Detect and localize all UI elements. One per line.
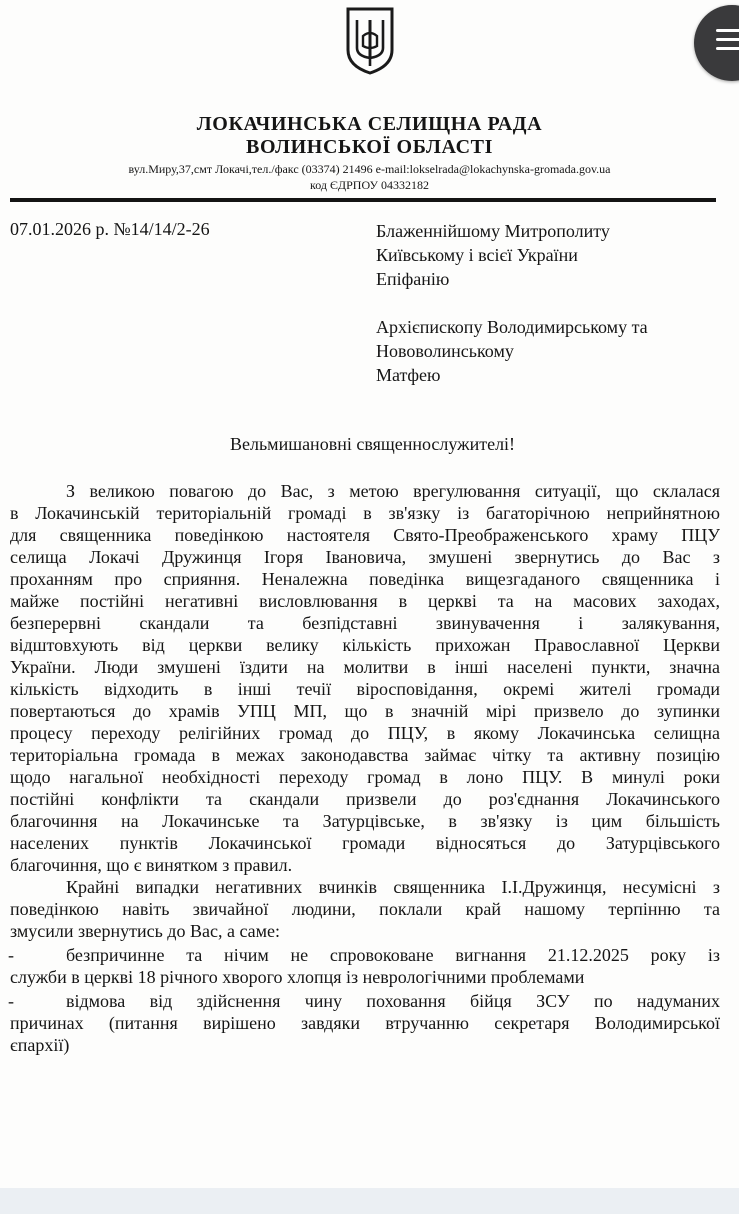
trident-icon xyxy=(344,6,396,76)
document-ref: 07.01.2026 р. №14/14/2-26 xyxy=(10,219,210,239)
salutation: Вельмишановні священнослужителі! xyxy=(230,434,516,454)
org-contacts: вул.Миру,37,смт Локачі,тел./факс (03374) 21496 e-mail:lokselrada@lokachynska-gromada.gov.ua xyxy=(128,162,611,176)
bottom-bar xyxy=(0,1188,739,1214)
org-edrpou: код ЄДРПОУ 04332182 xyxy=(310,178,429,192)
org-title-line2: ВОЛИНСЬКОЇ ОБЛАСТІ xyxy=(246,136,493,158)
header-divider xyxy=(10,198,716,202)
org-title-line1: ЛОКАЧИНСЬКА СЕЛИЩНА РАДА xyxy=(196,113,543,135)
menu-button[interactable] xyxy=(694,5,739,81)
scanned-letter-page: ЛОКАЧИНСЬКА СЕЛИЩНА РАДА ВОЛИНСЬКОЇ ОБЛАСТІ вул.Миру,37,смт Локачі,тел./факс (03374) 21496 e-mail:lokselrada@lokachynska-gromada.gov.ua код ЄДРПОУ 04332182 07.01.2026 р. №14/14/2-26 Блаженнійшому Митрополиту Київському і всієї України Епіфанію Архієпископу Володимирському та Нововолинському Матфею Вельмишановні священнослужителі! З великою повагою до Вас, з метою врегулювання ситуації, що склалася в Локачинській територіальній громаді в зв'язку із багаторічною неприйнятною для священника поведінкою настоятеля Свято-Преображенського храму ПЦУ селища Локачі Дружинця Ігоря Івановича, змушені звернутись до Вас з проханням про сприяння. Неналежна поведінка вищезгаданого священника і майже постійні негативні висловлювання в церкві та на масових заходах, безперервні скандали та безпідставні звинувачення і залякування, відштовхують від церкви велику кількість прихожан Православної Церкви України. Люди змушені їздити на молитви в інші населені пункти, значна кількість відходить в інші течії віросповідання, окремі жителі громади повертаються до храмів УПЦ МП, що в значній мірі призвело до зупинки процесу переходу релігійних громад до ПЦУ, в якому Локачинська селищна територіальна громада в межах законодавства займає чітку та активну позицію щодо нагальної необхідності переходу громад в лоно ПЦУ. В минулі роки постійні конфлікти та скандали призвели до роз'єднання Локачинського благочиння на Локачинське та Затурцівське, в зв'язку із цим більшість населених пунктів Локачинської громади відносяться до Затурцівського благочиння, що є винятком з правил. Крайні випадки негативних вчинків священника І.І.Дружинця, несумісні з поведінкою навіть звичайної людини, поклали край нашому терпінню та змусили звернутись до Вас, а саме: - безпричинне та нічим не спровоковане вигнання 21.12.2025 року із служби в церкві 18 річного хворого хлопця із неврологічними проблемами - відмова від здійснення чину поховання бійця ЗСУ по надуманих причинах (питання вирішено завдяки втручанню секретаря Володимирської єпархії) xyxy=(0,0,739,1214)
list-marker: - xyxy=(8,991,14,1011)
list-marker: - xyxy=(8,945,14,965)
menu-icon xyxy=(716,29,739,32)
